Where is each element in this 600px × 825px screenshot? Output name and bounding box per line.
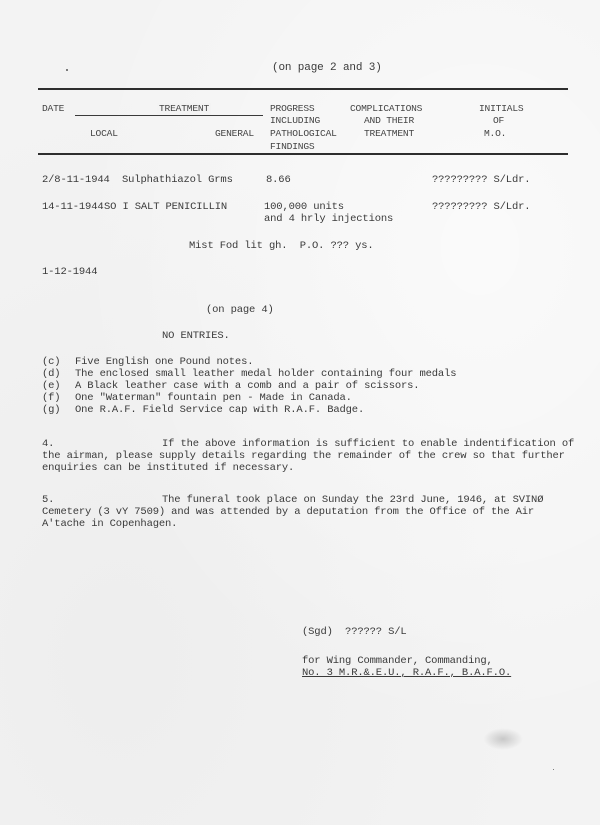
header-initials-1: INITIALS: [479, 103, 524, 114]
header-local: LOCAL: [90, 128, 118, 139]
row-date: 14-11-1944: [42, 201, 104, 213]
prescription-note: Mist Fod lit gh. P.O. ??? ys.: [189, 240, 374, 252]
header-complications-3: TREATMENT: [364, 128, 415, 139]
row-treatment: Sulphathiazol Grms: [122, 174, 233, 186]
header-date: DATE: [42, 103, 65, 114]
unit-name: No. 3 M.R.&.E.U., R.A.F., B.A.F.O.: [302, 667, 512, 679]
signature-for-line: for Wing Commander, Commanding,: [302, 655, 493, 667]
stray-mark: [553, 769, 554, 770]
row-date: 2/8-11-1944: [42, 174, 110, 186]
paragraph-line: enquiries can be instituted if necessary.: [42, 462, 295, 474]
list-item: One R.A.F. Field Service cap with R.A.F. Badge.: [75, 404, 365, 416]
list-item-label: (e): [42, 380, 61, 392]
paragraph-line: the airman, please supply details regarding the remainder of the crew so that further: [42, 450, 565, 462]
list-item: A Black leather case with a comb and a pair of scissors.: [75, 380, 420, 392]
paragraph-number: 5.: [42, 494, 55, 506]
list-item: Five English one Pound notes.: [75, 356, 254, 368]
header-general: GENERAL: [215, 128, 254, 139]
row-progress-cont: and 4 hrly injections: [264, 213, 394, 225]
header-progress-2: INCLUDING: [270, 115, 321, 126]
list-item-label: (d): [42, 368, 61, 380]
header-bottom-rule: [38, 153, 568, 155]
header-initials-2: OF: [493, 115, 505, 126]
page-reference-mid: (on page 4): [206, 304, 274, 316]
no-entries-label: NO ENTRIES.: [162, 330, 230, 342]
page-reference-top: (on page 2 and 3): [272, 62, 382, 74]
paragraph-line: The funeral took place on Sunday the 23rd June, 1946, at SVINØ: [162, 494, 544, 506]
header-progress-4: FINDINGS: [270, 141, 315, 152]
stray-mark: [66, 69, 68, 71]
paragraph-line: If the above information is sufficient to enable indentification of: [162, 438, 575, 450]
list-item-label: (g): [42, 404, 61, 416]
header-top-rule: [38, 88, 568, 90]
header-progress-3: PATHOLOGICAL: [270, 128, 337, 139]
header-complications-1: COMPLICATIONS: [350, 103, 423, 114]
list-item-label: (c): [42, 356, 61, 368]
list-item-label: (f): [42, 392, 61, 404]
treatment-underline: [75, 115, 263, 116]
header-initials-3: M.O.: [484, 128, 507, 139]
signed-by: (Sgd) ?????? S/L: [302, 626, 407, 638]
paragraph-line: A'tache in Copenhagen.: [42, 518, 178, 530]
header-treatment: TREATMENT: [159, 103, 210, 114]
list-item: The enclosed small leather medal holder containing four medals: [75, 368, 457, 380]
row-initials: ????????? S/Ldr.: [432, 201, 531, 213]
list-item: One "Waterman" fountain pen - Made in Canada.: [75, 392, 352, 404]
row-progress: 8.66: [266, 174, 291, 186]
row-treatment: SO I SALT PENICILLIN: [104, 201, 228, 213]
ink-smudge: [483, 728, 523, 750]
header-complications-2: AND THEIR: [364, 115, 415, 126]
paragraph-number: 4.: [42, 438, 55, 450]
last-date: 1-12-1944: [42, 266, 98, 278]
paragraph-line: Cemetery (3 vY 7509) and was attended by a deputation from the Office of the Air: [42, 506, 535, 518]
row-progress: 100,000 units: [264, 201, 344, 213]
header-progress-1: PROGRESS: [270, 103, 315, 114]
row-initials: ????????? S/Ldr.: [432, 174, 531, 186]
